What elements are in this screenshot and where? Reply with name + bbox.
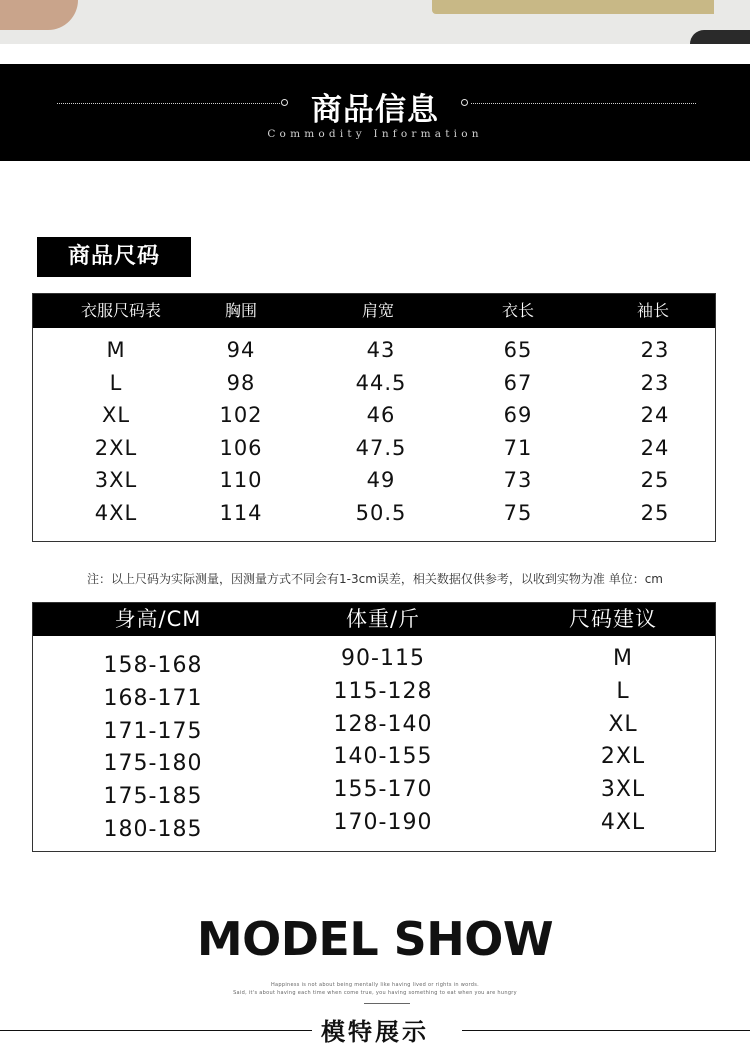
photo-arm-area — [0, 0, 78, 30]
table-cell: 69 — [503, 403, 533, 428]
table-cell: 46 — [366, 403, 396, 428]
banner-subtitle: Commodity Information — [267, 128, 483, 140]
table-cell: 67 — [503, 370, 533, 395]
model-show-tagline: Happiness is not about being mentally like having lived or rights in words. — [270, 982, 480, 988]
table-cell: 24 — [640, 435, 670, 460]
list-item: 175-185 — [103, 784, 203, 810]
table-cell: L — [109, 370, 123, 395]
table-cell: 110 — [219, 468, 263, 493]
recommendation-header-cell: 体重/斤 — [345, 607, 421, 631]
recommendation-table-header — [33, 603, 715, 636]
list-item: 175-180 — [103, 751, 203, 777]
table-cell: 3XL — [94, 468, 138, 493]
size-table-header-cell: 袖长 — [636, 301, 669, 320]
table-cell: 43 — [366, 338, 396, 362]
weight-column — [313, 643, 453, 840]
list-item: 170-190 — [333, 809, 433, 835]
list-item: 128-140 — [333, 711, 433, 737]
size-table-header — [33, 294, 715, 328]
size-table-header-cell: 衣长 — [501, 301, 534, 320]
table-cell: 49 — [366, 468, 396, 493]
section-label: 商品尺码 — [37, 237, 191, 277]
list-item: 168-171 — [103, 685, 203, 711]
table-cell: 73 — [503, 468, 533, 493]
table-cell: 47.5 — [355, 435, 407, 460]
size-table-header-cell: 肩宽 — [361, 301, 394, 320]
top-photo-crop — [0, 0, 750, 44]
list-item: 140-155 — [333, 744, 433, 770]
recommendation-header-cell: 尺码建议 — [569, 607, 657, 631]
table-row — [33, 432, 715, 465]
table-cell: XL — [101, 403, 131, 428]
divider — [364, 1003, 410, 1004]
list-item: 115-128 — [333, 678, 433, 704]
list-item: 171-175 — [103, 718, 203, 744]
recommendation-header-cell: 身高/CM — [114, 607, 202, 631]
table-cell: 25 — [640, 468, 670, 493]
height-column — [83, 650, 223, 847]
table-cell: 102 — [219, 403, 263, 428]
list-item: L — [616, 678, 630, 704]
table-cell: 23 — [640, 338, 670, 362]
size-column — [553, 643, 693, 840]
table-cell: 2XL — [94, 435, 138, 460]
list-item: 4XL — [600, 809, 646, 835]
table-cell: 4XL — [94, 500, 138, 525]
photo-gold-area — [432, 0, 714, 14]
list-item: 90-115 — [341, 646, 425, 671]
model-show-tagline: Said, it's about having each time when come true, you having something to eat when you are hungry — [233, 990, 517, 996]
banner-ring-left — [281, 99, 288, 106]
size-recommendation-table — [32, 602, 716, 852]
list-item: XL — [608, 711, 638, 737]
model-show-subtitle: 模特展示 — [321, 1018, 429, 1046]
size-table-header-cell: 衣服尺码表 — [80, 301, 161, 320]
size-table-body — [33, 334, 715, 530]
table-cell: 24 — [640, 403, 670, 428]
banner-dotted-line-right — [471, 103, 696, 104]
table-cell: 50.5 — [355, 500, 407, 525]
table-cell: 98 — [226, 370, 256, 395]
table-row — [33, 334, 715, 367]
banner-title: 商品信息 — [311, 92, 439, 128]
banner-dotted-line-left — [57, 103, 280, 104]
table-cell: 71 — [503, 435, 533, 460]
banner-ring-right — [461, 99, 468, 106]
table-row — [33, 497, 715, 530]
model-show-title: MODEL SHOW — [196, 912, 554, 966]
list-item: 180-185 — [103, 816, 203, 842]
table-cell: 94 — [226, 338, 256, 362]
size-table — [32, 293, 716, 542]
table-cell: 44.5 — [355, 370, 407, 395]
measurement-note: 注：以上尺码为实际测量，因测量方式不同会有1-3cm误差，相关数据仅供参考，以收到实物为准 单位：cm — [87, 572, 663, 586]
table-cell: 23 — [640, 370, 670, 395]
commodity-info-banner — [0, 64, 750, 161]
list-item: 158-168 — [103, 653, 203, 678]
size-table-header-cell: 胸围 — [224, 301, 257, 320]
list-item: 3XL — [600, 777, 646, 803]
list-item: 2XL — [600, 744, 646, 770]
table-row — [33, 464, 715, 497]
table-cell: M — [106, 338, 126, 362]
table-cell: 65 — [503, 338, 533, 362]
table-cell: 114 — [219, 500, 263, 525]
table-row — [33, 399, 715, 432]
photo-dark-area — [690, 30, 750, 44]
list-item: 155-170 — [333, 777, 433, 803]
table-cell: 106 — [219, 435, 263, 460]
table-cell: 25 — [640, 500, 670, 525]
table-cell: 75 — [503, 500, 533, 525]
table-row — [33, 367, 715, 400]
list-item: M — [613, 646, 633, 671]
